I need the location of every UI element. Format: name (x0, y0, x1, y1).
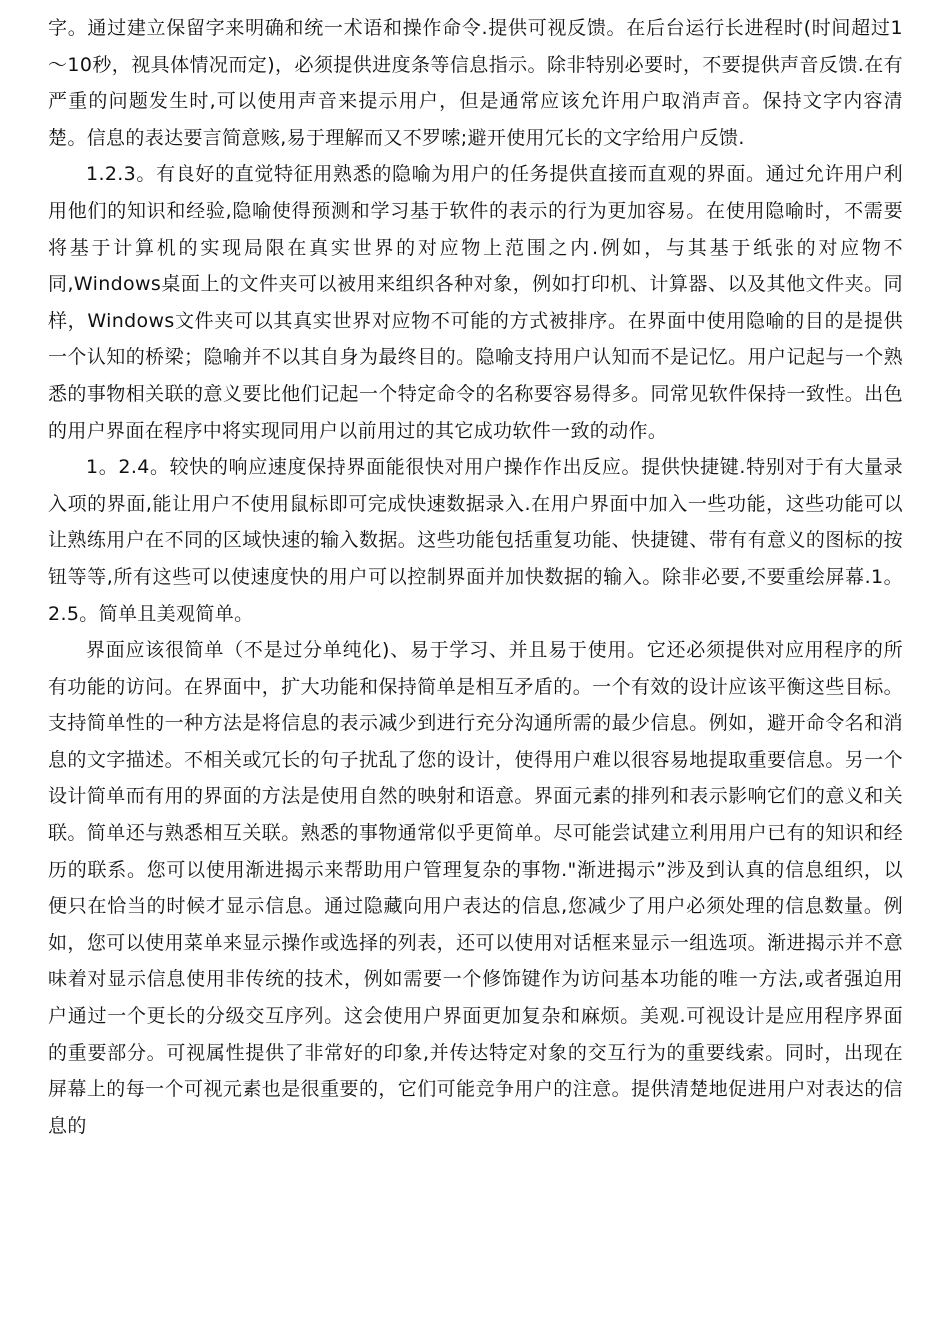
paragraph-simplicity: 界面应该很简单（不是过分单纯化)、易于学习、并且易于使用。它还必须提供对应用程序的所有功能的访问。在界面中，扩大功能和保持简单是相互矛盾的。一个有效的设计应该平衡这些目标。支持简单性的一种方法是将信息的表示减少到进行充分沟通所需的最少信息。例如，避开命令名和消息的文字描述。不相关或冗长的句子扰乱了您的设计，使得用户难以很容易地提取重要信息。另一个设计简单而有用的界面的方法是使用自然的映射和语意。界面元素的排列和表示影响它们的意义和关联。简单还与熟悉相互关联。熟悉的事物通常似乎更简单。尽可能尝试建立利用用户已有的知识和经历的联系。您可以使用渐进揭示来帮助用户管理复杂的事物."渐进揭示”涉及到认真的信息组织，以便只在恰当的时候才显示信息。通过隐藏向用户表达的信息,您减少了用户必须处理的信息数量。例如，您可以使用菜单来显示操作或选择的列表，还可以使用对话框来显示一组选项。渐进揭示并不意味着对显示信息使用非传统的技术，例如需要一个修饰键作为访问基本功能的唯一方法,或者强迫用户通过一个更长的分级交互序列。这会使用户界面更加复杂和麻烦。美观.可视设计是应用程序界面的重要部分。可视属性提供了非常好的印象,并传达特定对象的交互行为的重要线索。同时，出现在屏幕上的每一个可视元素也是很重要的，它们可能竞争用户的注意。提供清楚地促进用户对表达的信息的 (48, 639, 903, 1137)
paragraph-intuitive-metaphor: 1.2.3。有良好的直觉特征用熟悉的隐喻为用户的任务提供直接而直观的界面。通过允许用户利用他们的知识和经验,隐喻使得预测和学习基于软件的表示的行为更加容易。在使用隐喻时，不需要将基于计算机的实现局限在真实世界的对应物上范围之内.例如，与其基于纸张的对应物不同,Windows桌面上的文件夹可以被用来组织各种对象，例如打印机、计算器、以及其他文件夹。同样，Windows文件夹可以其真实世界对应物不可能的方式被排序。在界面中使用隐喻的目的是提供一个认知的桥梁；隐喻并不以其自身为最终目的。隐喻支持用户认知而不是记忆。用户记起与一个熟悉的事物相关联的意义要比他们记起一个特定命令的名称要容易得多。同常见软件保持一致性。出色的用户界面在程序中将实现同用户以前用过的其它成功软件一致的动作。 (48, 163, 903, 442)
paragraph-response-speed: 1。2.4。较快的响应速度保持界面能很快对用户操作作出反应。提供快捷键.特别对于有大量录入项的界面,能让用户不使用鼠标即可完成快速数据录入.在用户界面中加入一些功能，这些功能可以让熟练用户在不同的区域快速的输入数据。这些功能包括重复功能、快捷键、带有有意义的图标的按钮等等,所有这些可以使速度快的用户可以控制界面并加快数据的输入。除非必要,不要重绘屏幕.1。2.5。简单且美观简单。 (48, 456, 903, 625)
document-body (48, 10, 903, 1144)
paragraph-feedback: 字。通过建立保留字来明确和统一术语和操作命令.提供可视反馈。在后台运行长进程时(时间超过1～10秒，视具体情况而定)，必须提供进度条等信息指示。除非特别必要时，不要提供声音反馈.在有严重的问题发生时,可以使用声音来提示用户，但是通常应该允许用户取消声音。保持文字内容清楚。信息的表达要言简意赅,易于理解而又不罗嗦;避开使用冗长的文字给用户反馈. (48, 17, 903, 149)
